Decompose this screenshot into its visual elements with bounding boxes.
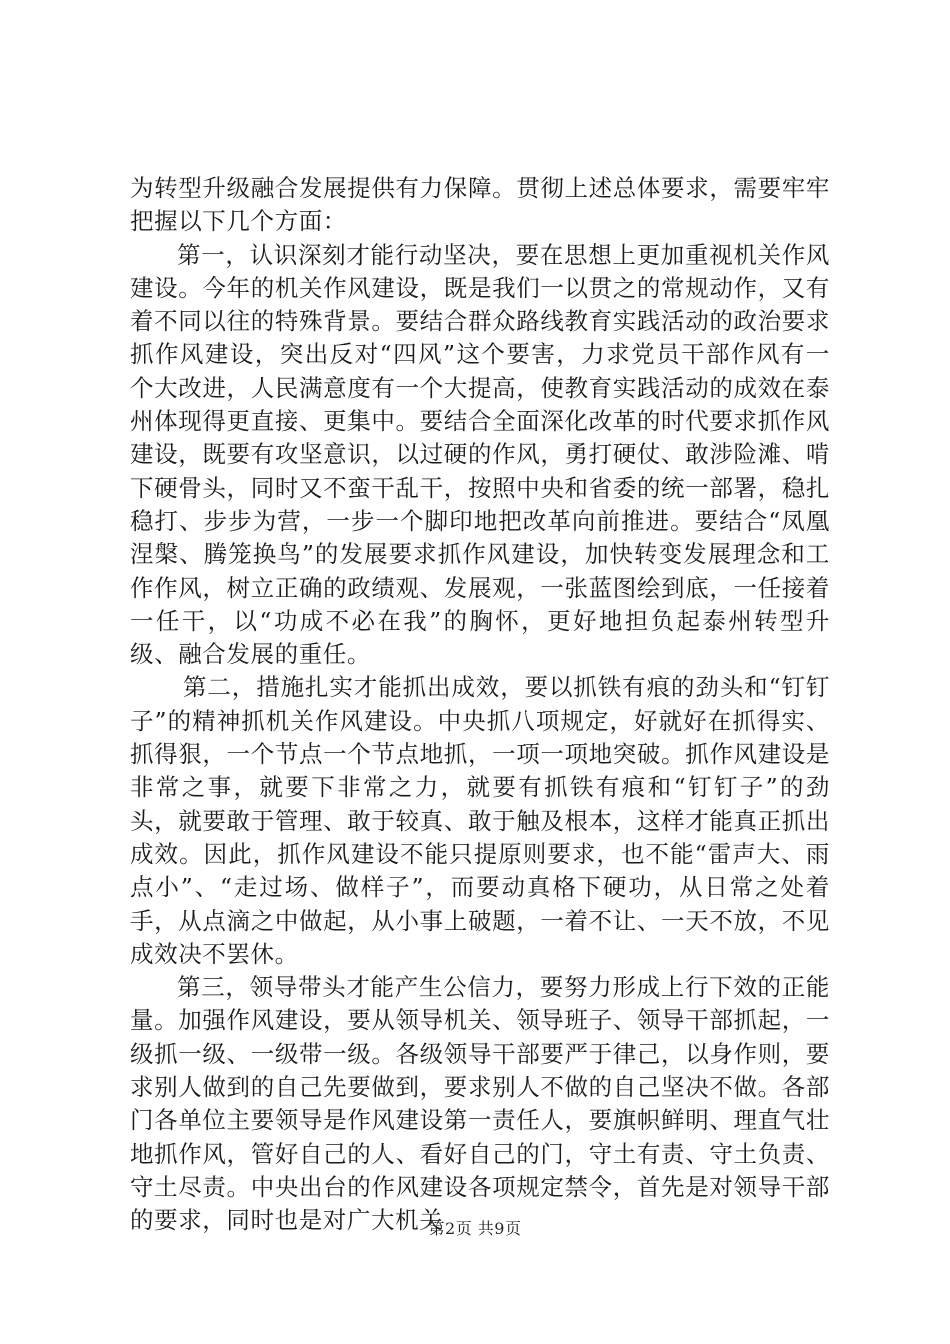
paragraph-continuation: 为转型升级融合发展提供有力保障。贯彻上述总体要求，需要牢牢把握以下几个方面： <box>130 174 830 236</box>
page-number-footer: 第2页 共9页 <box>428 1219 522 1238</box>
document-body <box>130 172 830 1238</box>
paragraph-third-point: 第三，领导带头才能产生公信力，要努力形成上行下效的正能量。加强作风建设，要从领导机关、领导班子、领导干部抓起，一级抓一级、一级带一级。各级领导干部要严于律己，以身作则，要求别人做到的自己先要做到，要求别人不做的自己坚决不做。各部门各单位主要领导是作风建设第一责任人，要旗帜鲜明、理直气壮地抓作风，管好自己的人、看好自己的门，守土有责、守土负责、守土尽责。中央出台的作风建设各项规定禁令，首先是对领导干部的要求，同时也是对广大机关 <box>130 973 830 1235</box>
paragraph-first-point: 第一，认识深刻才能行动坚决，要在思想上更加重视机关作风建设。今年的机关作风建设，既是我们一以贯之的常规动作，又有着不同以往的特殊背景。要结合群众路线教育实践活动的政治要求抓作风建设，突出反对“四风”这个要害，力求党员干部作风有一个大改进，人民满意度有一个大提高，使教育实践活动的成效在泰州体现得更直接、更集中。要结合全面深化改革的时代要求抓作风建设，既要有攻坚意识，以过硬的作风，勇打硬仗、敢涉险滩、啃下硬骨头，同时又不蛮干乱干，按照中央和省委的统一部署，稳扎稳打、步步为营，一步一个脚印地把改革向前推进。要结合“凤凰涅槃、腾笼换鸟”的发展要求抓作风建设，加快转变发展理念和工作作风，树立正确的政绩观、发展观，一张蓝图绘到底，一任接着一任干，以“功成不必在我”的胸怀，更好地担负起泰州转型升级、融合发展的重任。 <box>130 240 830 669</box>
paragraph-second-point: 第二，措施扎实才能抓出成效，要以抓铁有痕的劲头和“钉钉子”的精神抓机关作风建设。中央抓八项规定，好就好在抓得实、抓得狠，一个节点一个节点地抓，一项一项地突破。抓作风建设是非常之事，就要下非常之力，就要有抓铁有痕和“钉钉子”的劲头，就要敢于管理、敢于较真、敢于触及根本，这样才能真正抓出成效。因此，抓作风建设不能只提原则要求，也不能“雷声大、雨点小”、“走过场、做样子”，而要动真格下硬功，从日常之处着手，从点滴之中做起，从小事上破题，一着不让、一天不放，不见成效决不罢休。 <box>130 673 830 968</box>
